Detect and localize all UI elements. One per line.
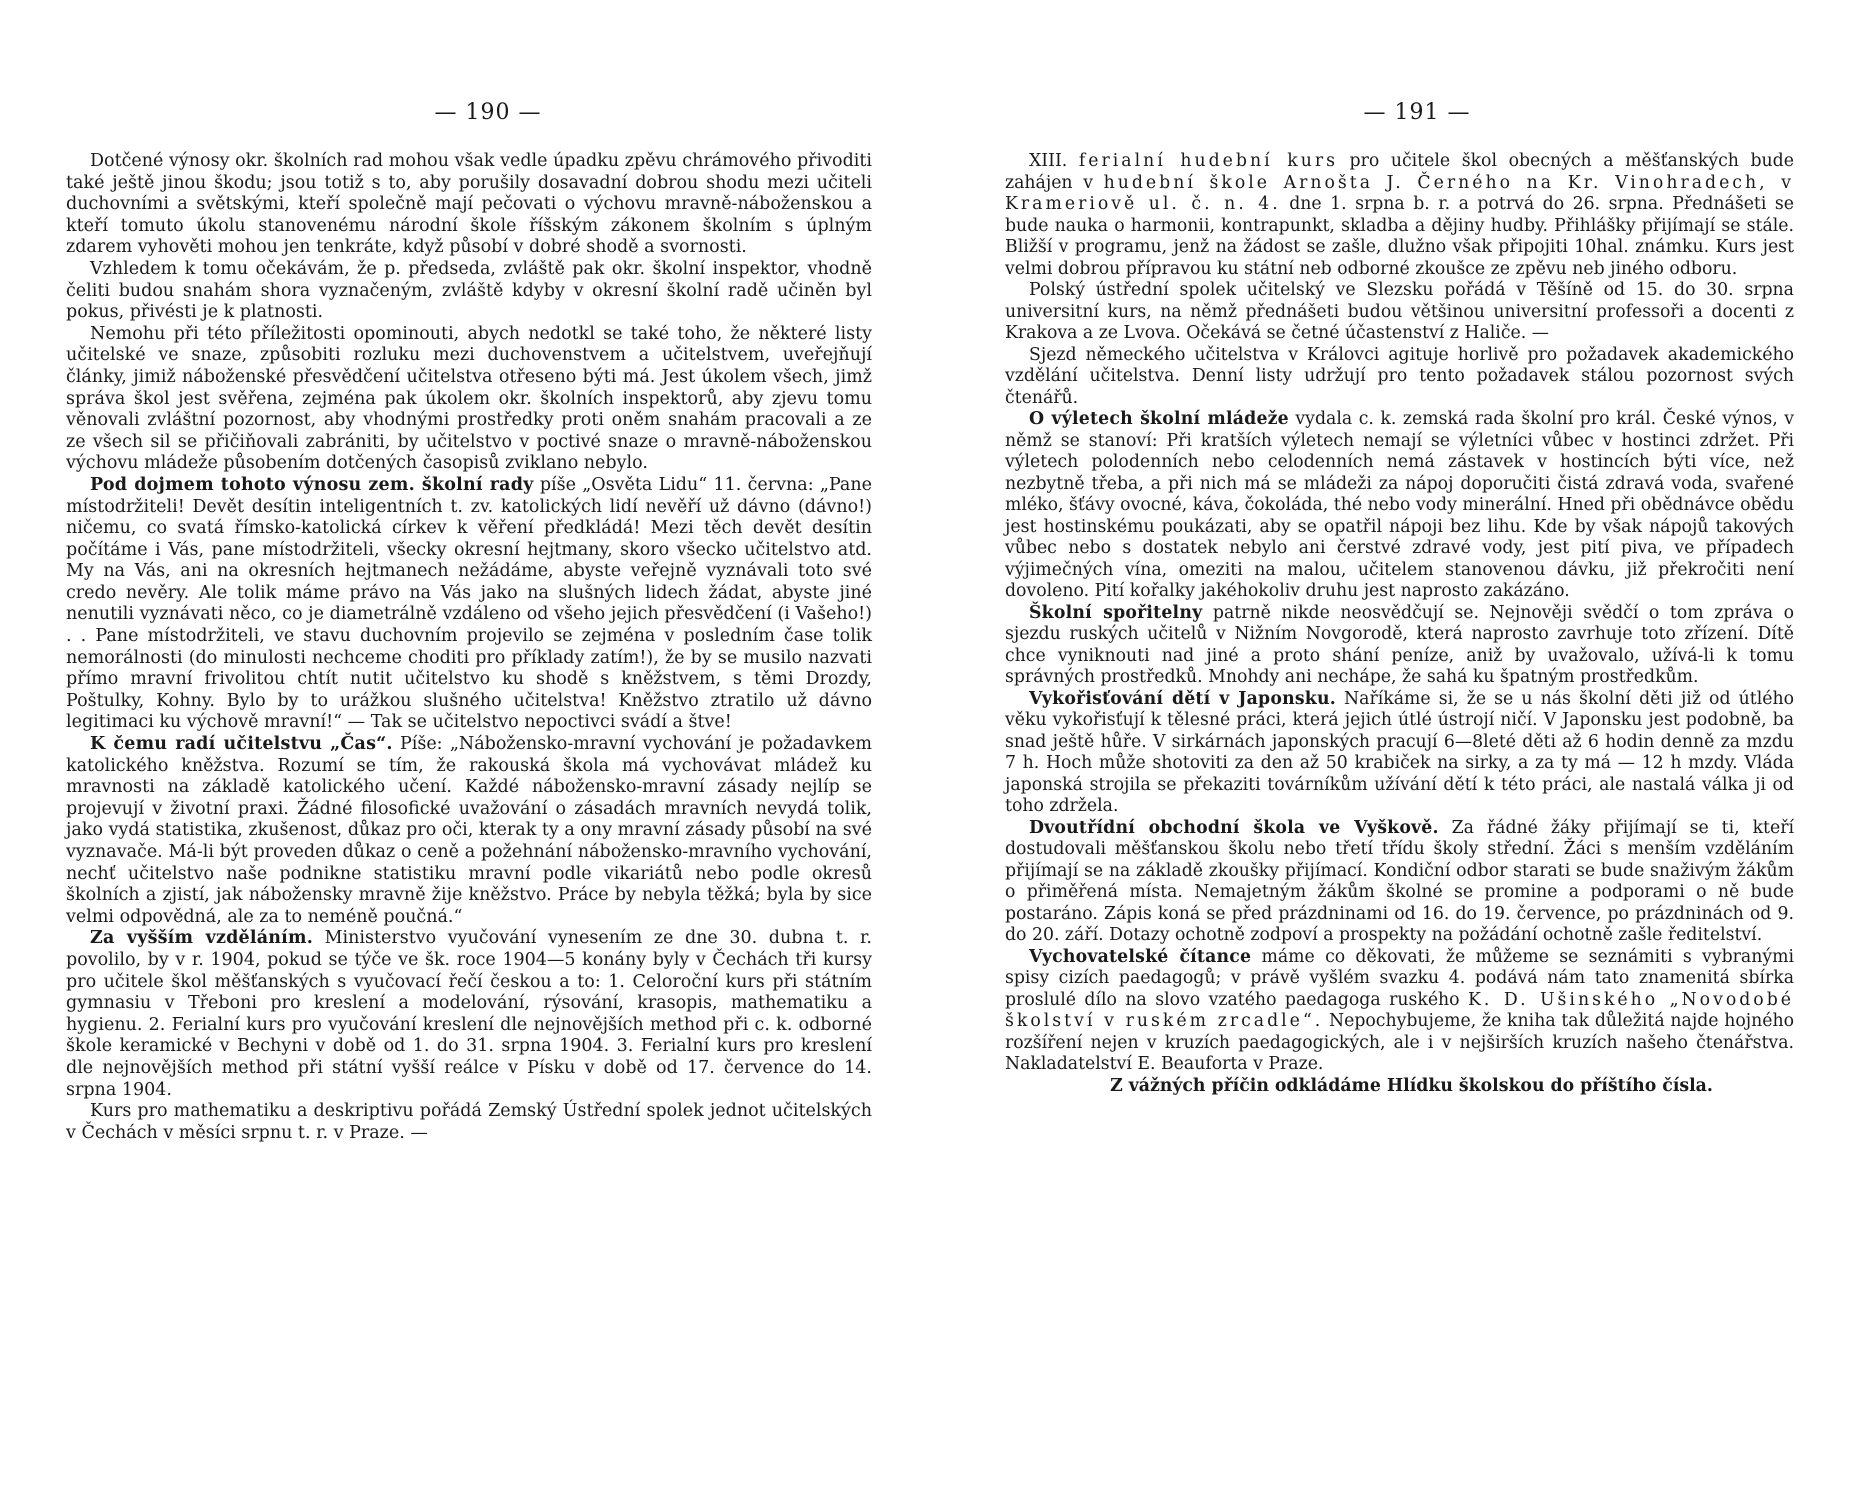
paragraph (1005, 689, 1794, 818)
right-page (1005, 0, 1794, 1097)
paragraph: Polský ústřední spolek učitelský ve Slezsku pořádá v Těšíně od 15. do 30. srpna universitní kurs, na němž přednášeti budou většinou universitní professoři a docenti z Krakova a ze Lvova. Očekává se četné účastenství z Haliče. — (1005, 280, 1794, 343)
paragraph-text: máme co děkovati, že můžeme se seznámiti s vybranými spisy cizích paedagogů; v právě vyšlém svazku 4. podává nám tato znamenitá sbírka proslulé dílo na slovo vzatého paedagoga ruského (1005, 946, 1795, 1010)
paragraph: Dotčené výnosy okr. školních rad mohou však vedle úpadku zpěvu chrámového přivoditi také ještě jinou škodu; jsou totiž s to, aby porušily dosavadní dobrou shodu mezi učiteli duchovními a světskými, kteří společně mají pečovati o výchovu mravně-náboženskou a kteří tomuto úkolu stanovenému národní škole říšským zákonem školním s úplným zdarem vyhověti mohou jen tenkráte, když působí v dobré shodě a svornosti. (66, 151, 872, 258)
paragraph: Vzhledem k tomu očekávám, že p. předseda, zvláště pak okr. školní inspektor, vhodně čeliti budou snahám shora vyznačeným, zvláště kdyby v okresní školní radě učiněn byl pokus, přivésti je k platnosti. (66, 258, 872, 323)
page-body (1005, 151, 1794, 1097)
paragraph-text: Naříkáme si, že se u nás školní děti již od útlého věku vykořisťují k tělesné práci, která jejich útlé ústrojí ničí. V Japonsku jest podobně, ba snad ještě hůře. V sirkárnách japonských pracují 6—8leté děti až 6 hodin denně za mzdu 7 h. Hoch může shotoviti za den až 50 krabiček na sirky, a za ty má — 12 h mzdy. Vláda japonská strojila se překaziti továrníkům užívání dětí k této práci, ale nastalá válka ji od toho zdržela. (1005, 688, 1794, 816)
page-number: — 190 — (434, 100, 542, 125)
paragraph (1005, 947, 1794, 1076)
paragraph-text: Nepochybujeme, že kniha tak důležitá najde hojného rozšíření nejen v kruzích paedagogických, ale i v nejširších kruzích našeho čtenářstva. Nakladatelství E. Beauforta v Praze. (1005, 1011, 1795, 1074)
paragraph-text: dne 1. srpna b. r. a potrvá do 26. srpna. Přednášeti se bude nauka o harmonii, kontrapunkt, skladba a dějiny hudby. Přihlášky přijímají se stále. Bližší v programu, jenž na žádost se zašle, dlužno však připojiti 10hal. známku. Kurs jest velmi dobrou přípravou ku státní neb odborné zkoušce ze zpěvu neb jiného odboru. (1005, 194, 1794, 279)
section-heading: Vykořisťování dětí v Japonsku. (1029, 688, 1336, 709)
paragraph-text: vydala c. k. zemská rada školní pro král. České výnos, v němž se stanoví: Při kratších výletech nemají se výletníci vůbec v hostinci zdržet. Při výletech polodenních nebo celodenních nemá zástavek v hostincích býti více, než nezbytně třeba, a při nich má se mládeži za nápoj doporučiti čistá zdravá voda, svařené mléko, šťávy ovocné, káva, čokoláda, thé nebo vody minerální. Hned při obědnávce obědu jest hostinskému poukázati, aby se opatřil nápoji bez lihu. Kde by však nápojů takových vůbec nebo s dostatek nebylo ani čerstvé zdravé vody, jest pití piva, ve případech výjimečných vína, omeziti na malou, učitelem stanovenou dávku, již překročiti není dovoleno. Pití kořalky jakéhokoliv druhu jest naprosto zakázáno. (1005, 409, 1795, 601)
spaced-text: K. D. Ušinského „Novodobé školství v ruském zrcadle“. (1005, 989, 1794, 1031)
paragraph (66, 734, 872, 928)
left-page (66, 0, 872, 1144)
paragraph: Sjezd německého učitelstva v Královci agituje horlivě pro požadavek akademického vzdělání učitelstva. Denní listy udržují pro tento požadavek stálou pozornost svých čtenářů. (1005, 344, 1794, 408)
section-heading: O výletech školní mládeže (1029, 409, 1289, 429)
paragraph (1005, 151, 1794, 280)
paragraph-text: Za řádné žáky přijímají se ti, kteří dostudovali měšťanskou školu nebo třetí třídu školy střední. Žáci s menším vzděláním přijímají se na základě zkoušky přijímací. Kondiční odbor starati se bude snaživým žákům o přiměřená místa. Nemajetným žákům školné se promine a podporami o ně bude postaráno. Zápis koná se před prázdninami od 16. do 19. července, po prázdninách od 9. do 20. září. Dotazy ochotně zodpoví a prospekty na požádání ochotně zašle ředitelství. (1005, 817, 1794, 945)
page-number: — 191 — (1363, 100, 1471, 125)
paragraph-text: pro učitele škol obecných a měšťanských bude zahájen v (1005, 151, 1794, 193)
paragraph (1005, 409, 1794, 603)
closing-notice: Z vážných příčin odkládáme Hlídku školskou do příštího čísla. (1110, 1075, 1713, 1096)
section-heading: Školní spořitelny (1029, 602, 1203, 623)
paragraph-text: patrně nikde neosvědčují se. Nejnověji svědčí o tom zpráva o sjezdu ruských učitelů v Nižním Novgorodě, která naprosto zavrhuje toto zřízení. Dítě chce vyniknouti nad jiné a proto shání peníze, aniž by uvažovalo, užívá-li k tomu správných prostředků. Mnohdy ani nechápe, že sahá ku špatným prostředkům. (1005, 602, 1794, 687)
paragraph-text: XIII. (1029, 151, 1068, 171)
paragraph-text: Ministerstvo vyučování vynesením ze dne 30. dubna t. r. povolilo, by v r. 1904, pokud se týče ve šk. roce 1904—5 konány byly v Čechách tři kursy pro učitele škol měšťanských s vyučovací řečí českou a to: 1. Celoroční kurs při státním gymnasiu v Třeboni pro kreslení a modelování, rýsování, krasopis, mathematiku a hygienu. 2. Ferialní kurs pro vyučování kreslení dle nejnovějších method při c. k. odborné škole keramické v Bechyni v době od 1. do 31. srpna 1904. 3. Ferialní kurs pro kreslení dle nejnovějších method při státní vyšší reálce v Písku v době od 17. července do 14. srpna 1904. (66, 928, 872, 1100)
page-body (66, 151, 872, 1144)
section-heading: Vychovatelské čítance (1029, 946, 1252, 967)
paragraph: Nemohu při této příležitosti opominouti, abych nedotkl se také toho, že některé listy učitelské ve snaze, způsobiti rozluku mezi duchovenstvem a učitelstvem, uveřejňují články, jimiž náboženské přesvědčení učitelstva otřeseno býti má. Jest úkolem všech, jimž správa škol jest svěřena, zejména pak úkolem okr. školních inspektorů, aby zjevu tomu věnovali zvláštní pozornost, aby vhodnými prostředky proti oněm snahám pracovali a ze ze všech sil se přičiňovali zabrániti, by učitelstvo v poctivé snaze o mravně-náboženskou výchovu mládeže působením dotčených časopisů zviklano nebylo. (66, 323, 872, 474)
section-heading: Pod dojmem tohoto výnosu zem. školní rady (90, 474, 534, 495)
paragraph-text: píše „Osvěta Lidu“ 11. června: „Pane místodržiteli! Devět desítin inteligentních t. zv. katolických lidí nevěří už dávno (dávno!) ničemu, co svatá římsko-katolická církev k věření předkládá! Mezi těch devět desítin počítáme i Vás, pane místodržiteli, všecky okresní hejtmany, skoro všecko učitelstvo atd. My na Vás, ani na okresních hejtmanech nežádáme, abyste veřejně vyznávali toto své credo nevěry. Ale tolik máme právo na Vás jako na slušných lidech žádat, abyste jiné nenutili vyznávati něco, co je diametrálně vzdáleno od všeho jejich přesvědčení (i Vašeho!) . . Pane místodržiteli, ve stavu duchovním projevilo se zejména v posledním čase tolik nemorálnosti (do minulosti nechceme choditi pro příklady zatím!), že by se musilo nazvati přímo mravní frivolitou chtít nutit učitelstvo ku shodě s kněžstvem, s těmi Drozdy, Poštulky, Kohny. Bylo by to urážkou slušného učitelstva! Kněžstvo ztratilo už dávno legitimaci ku výchově mravní!“ — Tak se učitelstvo nepoctivci svádí a štve! (66, 474, 872, 733)
section-heading: Za vyšším vzděláním. (90, 928, 314, 949)
paragraph-text: Píše: „Nábožensko-mravní vychování je požadavkem katolického kněžstva. Rozumí se tím, že rakouská škola má vychovávat mládež ku mravnosti na základě katolického učení. Každé nábožensko-mravní zásady nejlíp se projevují v životní praxi. Žádné filosofické uvažování o zásadách mravních nevydá tolik, jako vydá statistika, zkušenost, důkaz pro oči, kterak ty a ony mravní zásady působí na své vyznavače. Má-li být proveden důkaz o ceně a požehnání nábožensko-mravního vychování, nechť učitelstvo naše podnikne statistiku mravní podle vikariátů nebo podle okresů školních a zjistí, jak nábožensky mravně žije kněžstvo. Práce by nebyla těžká; byla by sice velmi odpovědná, ale za to neméně poučná.“ (66, 734, 872, 927)
paragraph (1005, 818, 1794, 947)
section-heading: Dvoutřídní obchodní škola ve Vyškově. (1029, 817, 1439, 838)
paragraph (66, 928, 872, 1101)
paragraph (1005, 603, 1794, 689)
paragraph (66, 475, 872, 734)
spaced-text: ferialní hudební kurs (1078, 151, 1338, 171)
section-heading: K čemu radí učitelstvu „Čas“. (90, 734, 393, 755)
spaced-text: hudební škole Arnošta J. Černého na Kr. Vinohradech, v Krameriově ul. č. n. 4. (1005, 172, 1795, 214)
paragraph: Kurs pro mathematiku a deskriptivu pořádá Zemský Ústřední spolek jednot učitelských v Čechách v měsíci srpnu t. r. v Praze. — (66, 1101, 872, 1143)
